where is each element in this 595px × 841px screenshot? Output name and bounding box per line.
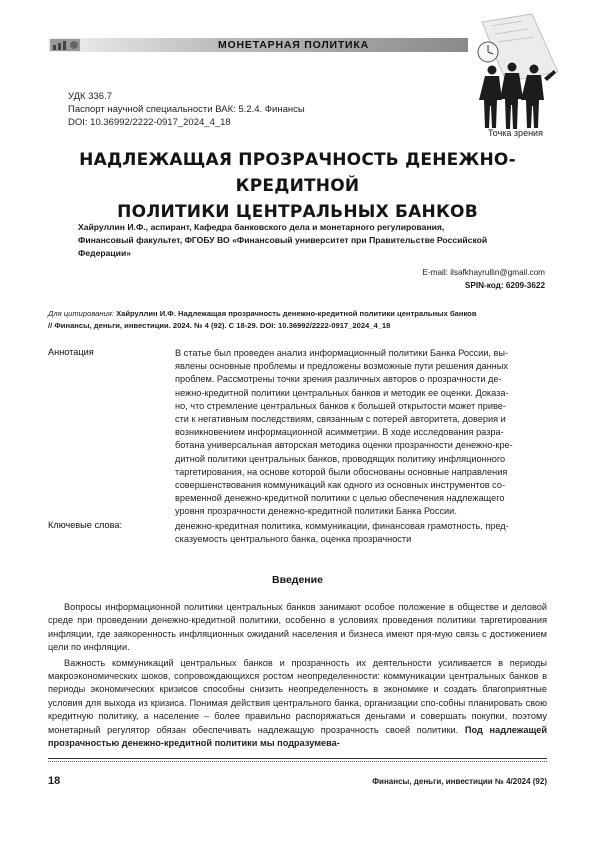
doi: DOI: 10.36992/2222-0917_2024_4_18 — [68, 117, 231, 128]
author-line-2: Финансовый факультет, ФГОБУ ВО «Финансовый университет при Правительстве Российской — [78, 235, 488, 245]
citation-line-2: // Финансы, деньги, инвестиции. 2024. № 4 (92). С 18-29. DOI: 10.36992/2222-0917_2024_4_18 — [48, 320, 391, 330]
business-people-illustration — [462, 12, 562, 132]
article-meta — [68, 90, 305, 129]
abstract-line: сти к негативным последствиям, связанным с потерей авторитета, доверия и — [175, 414, 506, 425]
keywords-label: Ключевые слова: — [48, 520, 123, 530]
intro-body — [48, 601, 547, 750]
abstract-label: Аннотация — [48, 347, 94, 357]
footer-rule — [48, 758, 547, 762]
abstract-line: В статье был проведен анализ информационный политики Банка России, вы- — [175, 348, 509, 358]
journal-footer: Финансы, деньги, инвестиции № 4/2024 (92) — [372, 777, 547, 786]
abstract-line: совершенствования коммуникаций как одного из основных инструментов со- — [175, 480, 506, 491]
citation-lead: Для цитирования: — [48, 309, 114, 318]
article-title — [30, 147, 565, 225]
abstract-line: явлены основные проблемы и предложены возможные пути решения данных — [175, 361, 508, 372]
keywords-line: сказуемость центрального банка, оценка прозрачности — [175, 534, 412, 545]
citation-block — [48, 308, 548, 331]
abstract-line: таргетирования, на основе которой были обоснованы основные направления — [175, 466, 508, 477]
abstract-text — [175, 347, 547, 519]
abstract-line: нежно-кредитной политики центральных банков и методик ее оценки. Доказа- — [175, 387, 509, 398]
section-label: МОНЕТАРНАЯ ПОЛИТИКА — [218, 39, 369, 51]
illustration-caption: Точка зрения — [488, 128, 543, 138]
author-affiliation — [78, 221, 548, 260]
chart-ornament-icon — [50, 39, 80, 51]
citation-line-1: Хайруллин И.Ф. Надлежащая прозрачность денежно-кредитной политики центральных банков — [113, 309, 477, 318]
intro-paragraph-2 — [48, 657, 547, 751]
abstract-line: временной денежно-кредитной политики с целью обеспечения надлежащего — [175, 493, 505, 504]
page-number: 18 — [48, 775, 61, 787]
section-header-band — [48, 38, 468, 52]
author-contacts — [422, 266, 545, 292]
abstract-line: проблем. Рассмотрены точки зрения различных авторов о прозрачности де- — [175, 374, 502, 385]
abstract-line: ботана универсальная авторская методика оценки прозрачности денежно-кре- — [175, 440, 513, 451]
author-spin: SPIN-код: 6209-3622 — [464, 281, 545, 290]
abstract-line: возникновением информационной асимметрии. В ходе исследования разра- — [175, 427, 504, 438]
author-line-1: Хайруллин И.Ф., аспирант, Кафедра банковского дела и монетарного регулирования, — [78, 222, 445, 232]
keywords-text — [175, 520, 547, 546]
title-line-1: НАДЛЕЖАЩАЯ ПРОЗРАЧНОСТЬ ДЕНЕЖНО-КРЕДИТНОЙ — [79, 150, 516, 196]
abstract-line: уровня прозрачности денежно-кредитной политики Банка России. — [175, 506, 457, 517]
author-line-3: Федерации» — [78, 248, 132, 258]
abstract-line: но, что стремление центральных банков к большей открытости может приве- — [175, 400, 506, 411]
section-heading-intro: Введение — [272, 574, 323, 586]
intro-paragraph-1: Вопросы информационной политики центральных банков занимают особое положение в обществе и деловой среде при проведении денежно-кредитной политики, особенно в условиях проведения политики таргетирования инфляции, где заякоренность инфляционных ожиданий населения и бизнеса имеют пря-мую связь с достижением цели по инфляции. — [48, 602, 547, 653]
intro-paragraph-2-text: Важность коммуникаций центральных банков и прозрачность их деятельности усиливается в периоды макроэкономических шоков, сопровождающихся ростом неопределенности: коммуникации центральных банков в периоды экономических кризисов способны снизить неопределенность в экономике и создать благоприятные условия для выхода из кризиса. Понимая действия центрального банка, организации спо-собны планировать свою кредитную политику, а население – более правильно распоряжаться деньгами и совершать покупки, поэтому монетарный регулятор обязан обеспечивать надлежащую прозрачность своей политики. — [48, 657, 547, 735]
author-email: E-mail: ilsafkhayrullin@gmail.com — [422, 268, 545, 277]
title-line-2: ПОЛИТИКИ ЦЕНТРАЛЬНЫХ БАНКОВ — [117, 202, 478, 222]
keywords-line: денежно-кредитная политика, коммуникации, финансовая грамотность, пред- — [175, 521, 509, 531]
specialty-passport: Паспорт научной специальности ВАК: 5.2.4. Финансы — [68, 104, 305, 115]
intro-paragraph-2-emphasis: Под надлежащей прозрачностью денежно-кредитной политики мы подразумева- — [48, 724, 547, 749]
udc-code: УДК 336.7 — [68, 91, 112, 102]
abstract-line: дитной политики центральных банков, проводящих политику инфляционного — [175, 453, 506, 464]
